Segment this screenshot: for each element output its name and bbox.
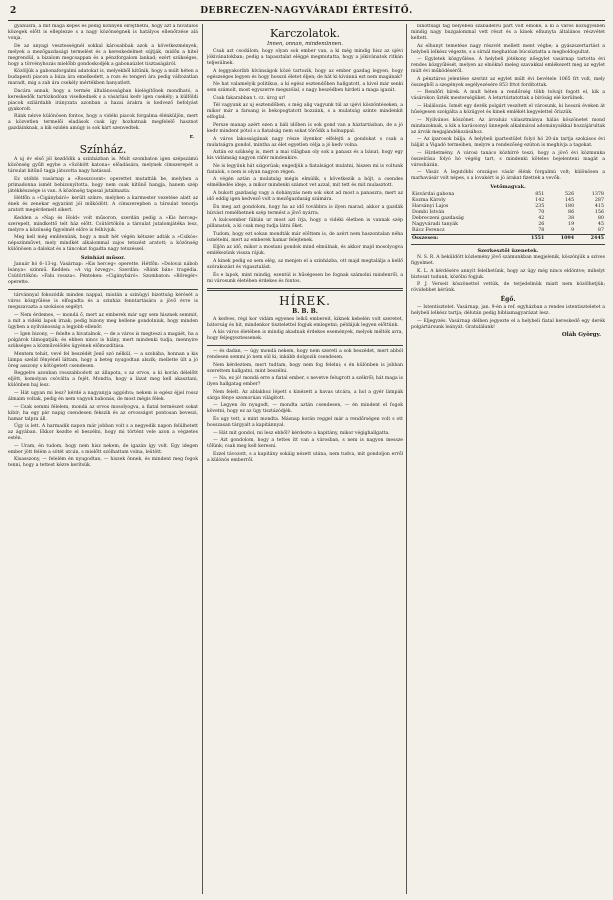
paragraph: Mentem tehát, vevé fel beszédét Jenő szó nélkül, — a szobába, honnan a kis lámpa szelíd fényénél láttam, hogy a beteg nyugodtan alszik; mellette ült a jó öreg asszony s kötögetett csendesen. (8, 351, 198, 369)
paragraph: — Nyilvános köszönet. Az árvaház választmánya hálás köszönetet mond mindazoknak, a kik a karácsonyi ünnepek alkalmával adományaikkal hozzájárultak az árvák megajándékozásához. (411, 117, 605, 135)
paragraph: A kis város életében is mindig akadnak érdekes események, melyek méltók arra, hogy feljegyeztessenek. (207, 330, 403, 342)
table-cell: Kozma Károly (412, 197, 446, 203)
paragraph: tárvánnyal fokozódik minden nappal, miután a szinügyi bizottság kérését a város közgyűlése is elfogadta és a szinház fenntartására a jövő évre is megszavazta a szokásos segélyt. (8, 292, 198, 310)
table-cell: 45 (597, 221, 604, 227)
paragraph: — Csak semmi félelem, mondá az orvos mosolyogva, a fiatal természet sokat kibír; ha egy pár napig csendesen fekszik és az orvosságot pontosan beveszi, hamar talpra áll. (8, 404, 198, 422)
table-cell: 1094 (545, 234, 575, 241)
paragraph: Csak azt csodálom, hogy olyan sok ember van, a ki még mindig hisz az ujévi jókivánatokban; pedig a tapasztalat eléggé megmutatta, hogy a jókivánatok ritkán teljesülnek. (207, 49, 403, 66)
paragraph: Január hó 6–13-ig. Vasárnap: »Kis herceg« operette. Hétfőn: »Dolovai nábob leánya« szinmű. Kedden: »A vig özvegy«. Szerdán: »Bánk bán« tragédia. Csütörtökön: »Falu rossza«. Pénteken: »Cigánybáró«. Szombaton: »Bőregér« operette. (8, 261, 198, 285)
program-title: Szinházi műsor. (80, 254, 126, 261)
paragraph: Aztán ez szükség is, mert a mai világban oly sok a panasz és a bánat, hogy egy kis vidámság nagyon ráfér mindenkire. (207, 150, 403, 162)
table-cell: 156 (594, 209, 604, 215)
table-cell: 78 (538, 227, 545, 233)
paragraph: Ránk nézve különösen fontos, hogy a vidéki piacok forgalma élénküljön, mert a közvetlen termelői eladások csak így hozhatnak megfelelő hasznot gazdáinknak, a kik ezidén amúgy is sok kárt szenvedtek. (8, 114, 198, 132)
data-table (411, 192, 605, 241)
author-signature: Oláh György. (561, 332, 601, 339)
paragraph: Csak fakarabban t. cz. úrcg ur! (213, 95, 286, 101)
paragraph: Kedden a »Nap és Hold« volt műsoron, szerdán pedig a »Kis herceg« szerepelt, mindkettő telt ház előtt. Csütörtökön a társulat jutalomjátéka lesz, melyre a közönség figyelmét előre is felhívjuk. (8, 215, 198, 233)
table-cell: Kisvárdai gabona (412, 191, 455, 197)
divider (207, 345, 403, 346)
paragraph: Meg kell még emlitenünk, hogy a mult hét végén kétszer adták a »Csikós« népszínművet, mely mindkét alkalommal zajos tetszést aratott; a közönség különösen a dalokat és a táncokat fogadta nagy tetszéssel. (8, 235, 198, 253)
table-cell: 526 (565, 191, 575, 197)
paragraph: Az elhunyt temetése nagy részvét mellett ment végbe; a gyászszertartást a helybeli lelkész végezte, s a sírnál meghatóan búcsúztatta a megboldogultat. (411, 43, 605, 55)
paragraph: — Eljegyzés. Vasárnap délben jegyezte el a helybeli fiatal kereskedő egy derék polgártársunk leányát. Gratulálunk! (411, 318, 605, 330)
paragraph: Közöljük a gabonaforgalmi adatokat is, melyekből kitűnik, hogy a múlt héten a budapesti piacon a búza ára emelkedett, a rozs és tengeri ára pedig változatlan maradt, mig a zab ára csekély mértékben hanyatlott. (8, 69, 198, 87)
table-cell: 145 (565, 197, 575, 203)
paragraph: Nem felelt. Az ablakhoz lépett s kinézett a havas utcára, a hol a gyér lámpák sárga fénye szomorúan világított. (207, 389, 403, 401)
table-cell: Harsányi Lajos (412, 203, 449, 209)
table-cell: 851 (535, 191, 545, 197)
paragraph: — Legyen ön nyugodt, — mondta aztán csendesen, — én mindent el fogok követni, hogy ez az ügy tisztázódjék. (207, 403, 403, 415)
table-cell: 9 (571, 227, 575, 233)
paragraph: Ez utóbbi vasárnap a »Rosszcsont« operettet mutatták be, melyben a primadonna ismét bebizonyította, hogy nem csak kitűnő hangja, hanem szép játékkészsége is van. A közönség tapssal jutalmazta. (8, 176, 198, 194)
table-cell: 415 (594, 203, 604, 209)
paragraph: A kulcsember fábián ur most azt írja, hogy a vidéki életben is vannak szép pillanatok, a ki csak meg tudja látni őket. (207, 218, 403, 230)
section-title-editor-notes: Szerkesztői üzenetek. (477, 247, 539, 254)
table-cell: Dombi István (412, 209, 445, 215)
paragraph: — Uram, én tudom, hogy nem hisz nekem, de igazán így volt. Egy idegen ember jött felém a sötét utcán, s mielőtt szólhattam volna, leütött. (8, 443, 198, 455)
table-cell: 1378 (591, 191, 604, 197)
table-cell: 19 (568, 221, 575, 227)
paragraph: És ugy tett, a mint mondta. Másnap korán reggel már a rendőrségen volt s ott hosszasan tárgyalt a kapitánnyal. (207, 417, 403, 429)
page-number: 2 (10, 6, 17, 16)
paragraph: N. S. R. A beküldött közlemény jövő számunkban megjelenik, köszönjük a szíves figyelmet. (411, 254, 605, 266)
page-header (8, 6, 605, 21)
paragraph: binottsági tag belyebeli szabadelvű párt volt elnöke, a ki a város közügyeiben mindig nagy buzgalommal vett részt és a kinek elhunyta általános részvétet keltett. (411, 24, 605, 41)
paragraph: Úgy is lett. A harmadik napon már jobban volt s a negyedik napon felülhetett az ágyában. Ekkor kezdte el beszélni, hogy mi történt vele azon a végzetes estén. (8, 424, 198, 442)
paragraph: — Igen bizony, — felelte a hivatalnok, — de a város is megteszi a magáét, ha a polgárok támogatják; és ebben nincs is hiány, mert mindenki tudja, mennyire szükséges a közművelődés ügyének előmozdítása. (8, 332, 198, 350)
paragraph: — Nem érdemes, — mondá ő, mert az emberek már ugy sem hisznek semmit, a mit a vidéki lapok írnak; pedig bizony meg kellene gondolniuk, hogy minden ügyben a nyilvánosság a legjobb ellenőr. (8, 312, 198, 330)
table-cell: Összesen: (411, 234, 516, 241)
paragraph: Nem kérdeztem, mert tudtam, hogy nem fog felelni; s én különben is jobban szerettem hallgatni, mint beszélni. (207, 362, 403, 374)
column-middle (207, 24, 403, 894)
paragraph: Ne is legyünk hát szigorúak; engedjük a fiatalságot mulatni, hiszen mi is voltunk fiatalok, s nem is olyan nagyon régen. (207, 163, 403, 175)
paragraph: — Istentisztelet. Vasárnap, jan. 9-én a ref. egyházban a rendes istentiszteletet a helybeli lelkész tartja; délután pedig bibliamagyarázat lesz. (411, 305, 605, 317)
section-title-ego: Égő. (500, 296, 516, 304)
table-cell: 70 (538, 209, 545, 215)
section-title-szinhaz: Színház. (79, 142, 127, 156)
table-cell: 2445 (575, 234, 605, 241)
table-cell: Debreczeni gazdaság (412, 215, 464, 221)
paragraph: Kisasszony, — felelém én nyugodtan, — hiszek önnek, és mindent meg fogok tenni, hogy a tettest kézre kerítsük. (8, 457, 198, 469)
table-cell: 287 (594, 197, 604, 203)
paragraph: De az anyagi vesztességnél sokkal károsabbak azok a következmények, melyek a mezőgazdasági termelést és a kereskedelmet sújtják, midőn a hitel megrendül, a bizalom megcsappan és a pénzforgalom lankad; ezért szükséges, hogy a törvényhozás mielőbb gondoskodjék a gabonaüzlet tisztaságáról. (8, 43, 198, 67)
table-total-row (411, 234, 605, 241)
table-title: Vetőmagvak. (490, 183, 526, 190)
paragraph: — Na, ez jó! mondá erre a fiatal ember, s nevetve felugrott a székről; hát maga is ilyen hallgatag ember? (207, 376, 403, 388)
paragraph: A uj év első jól kezdődik a szinházban is. Mult szombaton igen szépszámú közönség gyűlt egybe a »Szökött katona« előadására, melynek címszerepét a társulat kitűnő tagja játszotta nagy hatással. (8, 156, 198, 174)
table-cell: Rácz Ferencz (412, 227, 445, 233)
paragraph: Eljön az idő, mikor a mostani gondok mind elmúlnak, és akkor majd mosolyogva emlékezünk vissza rájuk. (207, 245, 403, 257)
table-cell: 38 (568, 215, 575, 221)
table-cell: 26 (538, 221, 545, 227)
column-left (8, 24, 198, 894)
table-cell: 42 (538, 215, 545, 221)
paragraph: gyanusra, a mit maga képes és pedig könnyen elrejthetni, hogy azt a hivatalos közegek előtt is elleplezze s a nagy közönségnek is hatályos ellenőrzése alá vonja. (8, 24, 198, 41)
paragraph: — Halálozás. Ismét egy derék polgárt veszített el városunk, ki hosszú éveken át hűségesen szolgálta a közügyet és kinek emlékét kegyelettel őrizzük. (411, 103, 605, 115)
paragraph: — Az iparosok bálja. A helybeli ipartestület folyó hó 20-án tartja szokásos évi bálját a Vigadó termeiben, melyre a rendezőség ezúton is meghívja a tagokat. (411, 137, 605, 149)
paragraph: — Hát ugyan mi lesz? kérdé a nagyanyja aggódva; nekem is egész éjjel rossz álmaim voltak, pedig én nem vagyok babonás, de most mégis félek. (8, 390, 198, 402)
paragraph: — Hirdetmény. A városi tanács közhírré teszi, hogy a jövő évi közmunka összeírása folyó hó végéig tart, s mindenki köteles bejelenteni magát a városházán. (411, 150, 605, 168)
paragraph: K. L. A kérdésére annyit felelhetünk, hogy az ügy még nincs eldöntve; mihelyt biztosat tudunk, közölni fogjuk. (411, 268, 605, 280)
paragraph: A kedves, régi kor vidám egyenes lelkű embereit, kiknek kebelén volt szeretet, bátorság és hit, mindenkor tisztelettel fogjuk emlegetni; példájuk legyen előttünk. (207, 316, 403, 328)
paragraph: A pénztáros jelentése szerint az egylet múlt évi bevétele 1065 frt volt, mely összegből a szegények segélyezésére 853 frtot fordítottak. (411, 76, 605, 88)
paragraph: — Azt gondolom, hogy a tettes itt van a városban, s nem is nagyon messze tőlünk; csak meg kell keresni. (207, 438, 403, 450)
column-right (411, 24, 605, 894)
table-cell: 86 (568, 209, 575, 215)
paragraph: A kinek pedig ez sem elég, az menjen el a szinházba, ott majd megtalálja a kellő szórakozást és vigasztalást. (207, 258, 403, 270)
paragraph: Hétfőn a »Cigánybáró« került színre, melyben a karmester vezetése alatt az ének és zenekar egyaránt jól működött. A címszerepben a társulat tenorja aratott megérdemelt sikert. (8, 196, 198, 214)
signature: r. (189, 133, 194, 140)
paragraph: Dacára annak, hogy a termés általánosságban kielégítőnek mondható, a kereskedők tartózkodóan viselkednek s a vásárlási kedv igen csekély; a külföldi piacok szilárdabb irányzata azonban a hazai árakra is kedvező befolyást gyakorolt. (8, 88, 198, 112)
divider (411, 244, 605, 245)
paragraph: — Vásár. A legutóbbi országos vásár élénk forgalmú volt; különösen a marhavásár volt népes, s a lovakért is jó árakat fizettek a vevők. (411, 170, 605, 182)
section-subtitle: B. B. B. (292, 307, 318, 315)
paragraph: A végén aztán a mulatság mégis elmúlik, s következik a böjt, a csendes elmélkedés ideje, a mikor mindenki számot vet azzal, mit tett és mit mulasztott. (207, 177, 403, 189)
paragraph: Ne hat valamelyik politikus, a ki egész esztendőben hallgatott, a kivel már senki sem számolt, most egyszerre megszólal, s nagy beszédben hirdeti a maga igazát. (207, 82, 403, 94)
table-cell: 142 (535, 197, 545, 203)
paragraph: Én meg azt gondolom, hogy ha az idő továbbra is ilyen marad, akkor a gazdák bízvást remélhetnek szép termést a jövő nyárra. (207, 204, 403, 216)
paragraph: P. J. Verseit köszönettel vettük, de terjedelmük miatt nem közölhetjük; rövidebbet kérünk. (411, 282, 605, 294)
paragraph: — Hát mit gondol, mi lesz ebből? kérdezte a kapitány, mikor végighallgatta. (213, 430, 390, 436)
paragraph: — Egyletek közgyűlése. A helybeli jótékony nőegylet vasárnap tartotta évi rendes közgyűlését, melyen az elnöknő meleg szavakkal emlékezett meg az egylet múlt évi működéséről. (411, 57, 605, 75)
paragraph: És e lapok, mint mindig, ezentúl is hűségesen be fognak számolni mindenről, a mi városunk életében érdekes és fontos. (207, 272, 403, 284)
column-rule (202, 24, 203, 894)
table-cell: 87 (597, 227, 604, 233)
masthead: DEBRECZEN-NAGYVÁRADI ÉRTESÍTŐ. (200, 6, 413, 16)
divider (207, 288, 403, 291)
paragraph: A leggyakoribb kívánságok közé tartozik, hogy az ember gazdag legyen, hogy egészséges legyen és hogy hosszú életet éljen; de hát ki kívánná ezt nem magának? (207, 68, 403, 80)
paragraph: A város lakosságának nagy része ilyenkor elfelejti a gondokat s csak a mulatságra gondol, mintha az élet egyetlen célja a jó kedv volna. (207, 136, 403, 148)
section-title-hirek: HÍREK. (279, 293, 331, 308)
section-title-karczolatok: Karczolatok. (270, 27, 340, 40)
paragraph: Tél vagyunk az uj esztendőben, s még alig vagyunk túl az ujévi köszöntéseken, a mikor már a farsang is bekopogtatott hozzánk, s a mulatság szinte mindenkit elfoglal. (207, 103, 403, 121)
column-rule (406, 24, 407, 894)
paragraph: Persze manap azért ezen a báli időben is sok gond van a háztartásban, de a jó kedv mindent pótol s a fiatalság nem sokat törődik a holnappal. (207, 122, 403, 134)
table-cell: 1551 (516, 234, 546, 241)
table-cell: Nagyváradi tanyák (412, 221, 459, 227)
section-subtitle: Innen, onnan, mindenünnen. (267, 41, 343, 47)
paragraph: A bukott gazdaság vagy a dohányzás nem sok okot ad most a panaszra, mert az idő eddig igen kedvező volt a mezőgazdaság számára. (207, 190, 403, 202)
table-cell: 180 (565, 203, 575, 209)
divider (8, 289, 198, 290)
table-cell: 235 (535, 203, 545, 209)
paragraph: Tudom, hogy ezt sokan mondták már előttem is, de azért nem haszontalan néha ismételni, mert az emberek hamar felejtenek. (207, 231, 403, 243)
paragraph: — Rendőri hírek. A mult héten a rendőrség több tolvajt fogott el, kik a vásárokon űzték mesterségüket. A letartóztatottak a bíróság elé kerülnek. (411, 90, 605, 102)
paragraph: Reggelre azonban rosszabbodott az állapota, s az orvos, a ki korán délelőtt eljött, komolyan csóválta a fejét. Mondta, hogy a lázat meg kell akasztani, különben baj lesz. (8, 371, 198, 389)
paragraph: — és dadan, — úgy mondá nekem, hogy nem szereti a sok beszédet, mert abból rendesen semmi jó nem sül ki; inkább dolgozik csendesen. (207, 349, 403, 361)
paragraph: Ezzel távozott, s a kapitány sokáig nézett utána, nem tudva, mit gondoljon erről a különös emberről. (207, 451, 403, 463)
table-cell: 80 (597, 215, 604, 221)
